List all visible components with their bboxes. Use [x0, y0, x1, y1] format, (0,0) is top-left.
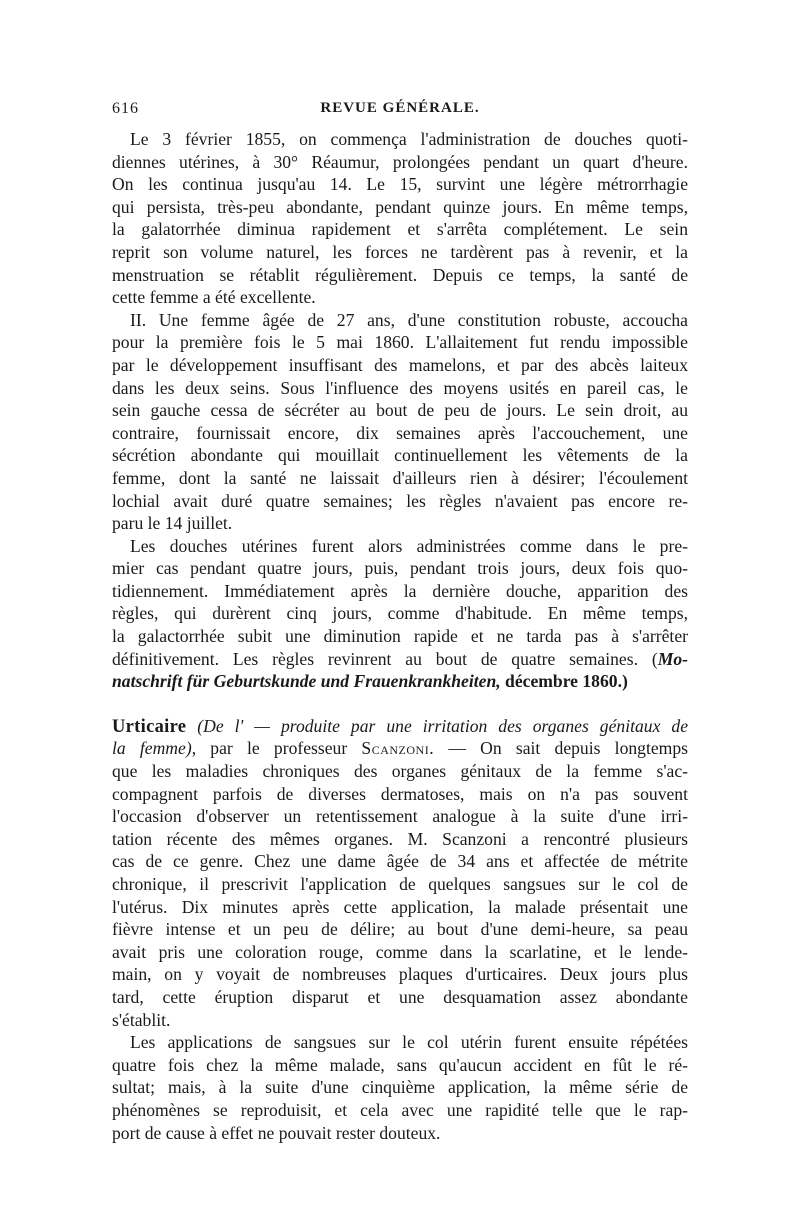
text-line: contraire, fournissait encore, dix semaines après l'accouchement, une	[112, 422, 688, 443]
text-line: Les douches utérines furent alors administrées comme dans le pre-	[130, 535, 688, 556]
article-title: Urticaire	[112, 716, 187, 737]
page-number: 616	[112, 100, 139, 117]
citation-line	[112, 670, 688, 693]
text-line: sein gauche cessa de sécréter au bout de peu de jours. Le sein droit, au	[112, 400, 688, 421]
article-subtitle-end: la femme)	[112, 738, 192, 759]
text-line: chronique, il prescrivit l'application de quelques sangsues sur le col de	[112, 874, 688, 894]
text-line: règles, qui durèrent cinq jours, comme d'habitude. En même temps,	[112, 603, 688, 624]
text-line: Le 3 février 1855, on commença l'administration de douches quoti-	[130, 129, 688, 149]
citation-date: décembre 1860.)	[500, 671, 628, 692]
text-line: lochial avait duré quatre semaines; les règles n'avaient pas encore re-	[112, 490, 688, 511]
text-line: phénomènes se reproduisit, et cela avec une rapidité telle que le rap-	[112, 1099, 688, 1120]
text-line: reprit son volume naturel, les forces ne tardèrent pas à revenir, et la	[112, 241, 688, 262]
text-line	[112, 648, 688, 671]
text-line: femme, dont la santé ne laissait d'ailleurs rien à désirer; l'écoulement	[112, 467, 688, 488]
text-line: fièvre intense et un peu de délire; au bout d'une demi-heure, sa peau	[112, 919, 688, 940]
text-line: qui persista, très-peu abondante, pendant quinze jours. En même temps,	[112, 196, 688, 217]
text-line: que les maladies chroniques des organes génitaux de la femme s'ac-	[112, 761, 688, 782]
article-heading	[112, 715, 688, 738]
text-line: l'occasion d'observer un retentissement analogue à la suite d'une irri-	[112, 806, 688, 827]
text-line: pour la première fois le 5 mai 1860. L'allaitement fut rendu impossible	[112, 332, 688, 353]
text-line: port de cause à effet ne pouvait rester douteux.	[112, 1122, 441, 1143]
text-line: la galatorrhée diminua rapidement et s'arrêta complétement. Le sein	[112, 219, 688, 240]
text-line: quatre fois chez la même malade, sans qu'aucun accident en fût le ré-	[112, 1054, 688, 1075]
running-title: REVUE GÉNÉRALE.	[320, 100, 480, 116]
citation-title: natschrift für Geburtskunde und Frauenkrankheiten,	[112, 671, 501, 692]
text-line: tidiennement. Immédiatement après la dernière douche, apparition des	[112, 580, 688, 601]
text-line-roman: définitivement. Les règles revinrent au bout de quatre semaines. (	[112, 648, 658, 669]
text-line: s'établit.	[112, 1009, 171, 1030]
text-line: par le développement insuffisant des mamelons, et par des abcès laiteux	[112, 354, 688, 375]
text-line: cette femme a été excellente.	[112, 287, 316, 308]
text-line: l'utérus. Dix minutes après cette application, la malade présentait une	[112, 896, 688, 917]
text-line: paru le 14 juillet.	[112, 513, 233, 534]
author-intro: , par le professeur	[191, 738, 362, 759]
section-gap	[112, 693, 688, 715]
text-line: Les applications de sangsues sur le col utérin furent ensuite répétées	[130, 1032, 688, 1053]
text-line: cas de ce genre. Chez une dame âgée de 34 ans et affectée de métrite	[112, 851, 688, 872]
text-line: diennes utérines, à 30° Réaumur, prolongées pendant un quart d'heure.	[112, 151, 688, 172]
text-line: dans les deux seins. Sous l'influence des moyens usités en pareil cas, le	[112, 377, 688, 398]
article-lead: — On sait depuis longtemps	[434, 738, 688, 759]
text-line: menstruation se rétablit régulièrement. Depuis ce temps, la santé de	[112, 264, 688, 285]
text-line: sultat; mais, à la suite d'une cinquième application, la même série de	[112, 1077, 688, 1098]
text-line: tation récente des mêmes organes. M. Scanzoni a rencontré plusieurs	[112, 828, 688, 849]
text-line: II. Une femme âgée de 27 ans, d'une constitution robuste, accoucha	[130, 309, 688, 330]
article-heading-line2	[112, 737, 688, 760]
text-line: sécrétion abondante qui mouillait continuellement les vêtements de la	[112, 445, 688, 466]
author-name: Scanzoni.	[361, 738, 435, 759]
text-line: On les continua jusqu'au 14. Le 15, survint une légère métrorrhagie	[112, 174, 688, 195]
page-header	[112, 100, 688, 122]
article-subtitle: (De l' — produite par une irritation des organes génitaux de	[186, 715, 688, 736]
text-line: avait pris une coloration rouge, comme dans la scarlatine, et le lende-	[112, 941, 688, 962]
text-line: compagnent parfois de diverses dermatoses, mais on n'a pas souvent	[112, 783, 688, 804]
text-line: main, on y voyait de nombreuses plaques d'urticaires. Deux jours plus	[112, 964, 688, 985]
text-line: la galactorrhée subit une diminution rapide et ne tarda pas à s'arrêter	[112, 626, 688, 647]
citation-start: Mo-	[657, 648, 688, 669]
text-line: mier cas pendant quatre jours, puis, pendant trois jours, deux fois quo-	[112, 558, 688, 579]
text-line: tard, cette éruption disparut et une desquamation assez abondante	[112, 986, 688, 1007]
article-body	[112, 128, 688, 1144]
